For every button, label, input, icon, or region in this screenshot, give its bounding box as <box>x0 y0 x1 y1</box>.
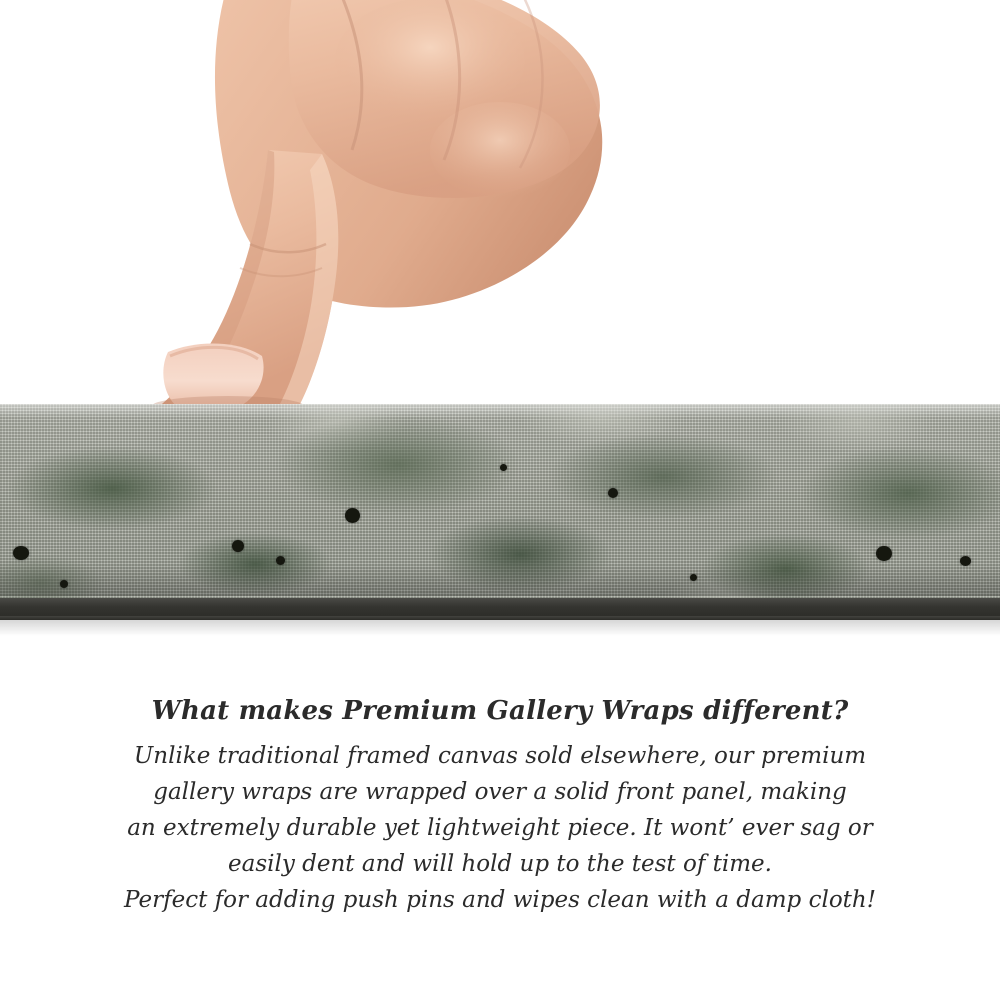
canvas-speckle <box>13 546 29 560</box>
hand-pressing-canvas <box>0 0 1000 420</box>
caption-block <box>0 696 1000 918</box>
canvas-speckle <box>276 556 285 565</box>
canvas-speckle <box>500 464 507 471</box>
canvas-speckle <box>960 556 971 566</box>
caption-line-4: easily dent and will hold up to the test of time. <box>228 851 772 877</box>
canvas-speckle <box>690 574 697 581</box>
canvas-texture <box>0 404 1000 620</box>
canvas-side-edge <box>0 598 1000 620</box>
caption-line-1: Unlike traditional framed canvas sold elsewhere, our premium <box>133 743 867 769</box>
canvas-speckle <box>232 540 244 552</box>
caption-line-5: Perfect for adding push pins and wipes clean with a damp cloth! <box>124 887 876 913</box>
canvas-speckle <box>876 546 892 561</box>
canvas-speckle <box>60 580 68 588</box>
canvas-wrap-edge <box>0 404 1000 620</box>
canvas-speckle <box>345 508 360 523</box>
canvas-drop-shadow <box>0 620 1000 636</box>
caption-title: What makes Premium Gallery Wraps different? <box>151 696 849 726</box>
caption-line-3: an extremely durable yet lightweight piece. It wont’ ever sag or <box>127 815 873 841</box>
canvas-speckle <box>608 488 618 498</box>
caption-line-2: gallery wraps are wrapped over a solid front panel, making <box>153 779 847 805</box>
